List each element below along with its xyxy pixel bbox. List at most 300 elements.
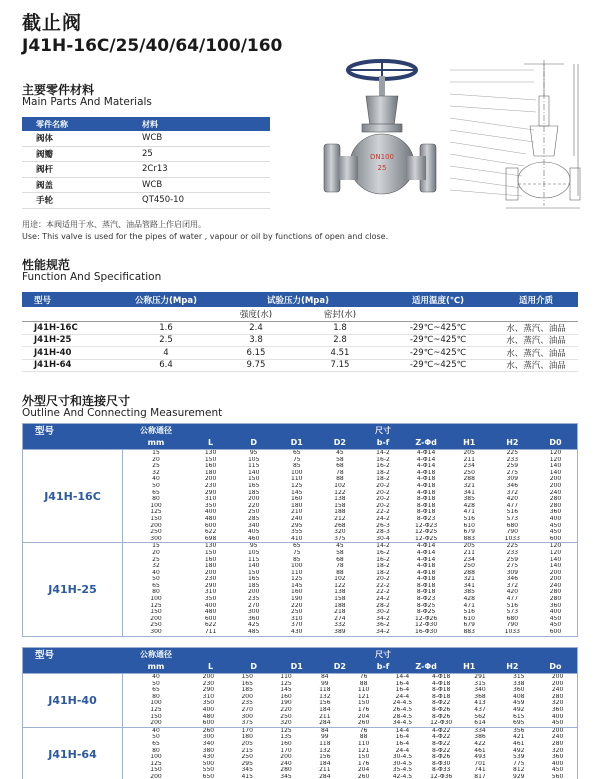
dim-cell: 18-2 <box>376 563 390 570</box>
dim-cell: 200 <box>549 569 562 576</box>
dim-row <box>123 728 577 735</box>
dim-group-rows <box>123 674 577 727</box>
function-cell-medium: 水、蒸汽、油品 <box>506 323 566 334</box>
dim-cell: 8-Φ26 <box>432 754 451 761</box>
dim-cell: 8-Φ26 <box>432 713 451 720</box>
dim-cell: 284 <box>319 773 331 779</box>
dim-cell: 230 <box>204 576 217 583</box>
dim-cell: 200 <box>247 589 260 596</box>
dim-row <box>123 707 577 714</box>
dim-cell: 170 <box>280 747 292 754</box>
dim-cell: 125 <box>280 727 292 734</box>
dim-cell: 437 <box>474 706 486 713</box>
dim-cell: 160 <box>204 556 217 563</box>
dim-cell: 36-2 <box>376 622 390 629</box>
dim-cell: 105 <box>247 549 260 556</box>
dim-cell: 160 <box>280 693 292 700</box>
dim-cell: 58 <box>336 549 344 556</box>
dim-cell: 492 <box>513 747 525 754</box>
dim-cell-dn: 125 <box>150 706 162 713</box>
dim-row <box>123 687 577 694</box>
dim-cell: 320 <box>334 529 346 536</box>
dim-cell: 4-Φ18 <box>416 563 436 570</box>
dim-cell: 45 <box>336 450 344 456</box>
dim-row <box>123 774 577 779</box>
dim-cell: 428 <box>463 596 475 603</box>
dim-cell: 459 <box>513 700 525 707</box>
dim-cell: 200 <box>204 569 217 576</box>
dim-cell: 78 <box>336 469 344 476</box>
dim-row <box>123 741 577 748</box>
dim-cell: 18-2 <box>376 476 390 483</box>
dim-cell: 493 <box>474 754 486 761</box>
dim-row <box>123 457 577 464</box>
dim-cell: 8-Φ18 <box>416 496 436 503</box>
dim-cell: 375 <box>334 535 346 542</box>
dim-cell: 140 <box>549 463 562 470</box>
usage-cn: 用途：本阀适用于水、蒸汽、油品管路上作启闭用。 <box>22 220 206 229</box>
dim-cell: 385 <box>463 496 475 503</box>
dim-cell: 405 <box>247 529 260 536</box>
parts-row <box>22 178 270 194</box>
dim-cell: 345 <box>241 767 253 774</box>
dim2-col-dn: 公称通径 <box>140 649 172 659</box>
dim-cell: 428 <box>463 502 475 509</box>
dim-cell: 204 <box>357 767 370 774</box>
dim-cell: 45 <box>336 543 344 550</box>
dim-cell: 16-4 <box>395 740 410 747</box>
dim2-dn-unit: mm <box>147 662 165 671</box>
dim-cell: 99 <box>320 734 329 741</box>
dim-cell: 775 <box>513 760 525 767</box>
dim-cell: 500 <box>202 760 215 767</box>
dim-cell: 321 <box>463 482 475 489</box>
dim-cell: 234 <box>463 463 475 470</box>
dim-cell: 165 <box>247 482 260 489</box>
dim-cell: 350 <box>204 502 217 509</box>
dim-row <box>123 550 577 557</box>
dim-cell-dn: 50 <box>152 680 160 687</box>
dim-cell-dn: 150 <box>150 713 162 720</box>
dim-cell: 140 <box>247 563 260 570</box>
dim-cell: 400 <box>204 602 217 609</box>
dim-row <box>123 543 577 550</box>
function-cell-nominal-pressure: 4 <box>163 347 169 358</box>
dim-cell-dn: 65 <box>152 489 160 496</box>
dim-cell: 280 <box>551 693 564 700</box>
dim-cell: 340 <box>247 522 260 529</box>
dim-cell: 280 <box>549 496 562 503</box>
dim-header-1: D <box>250 438 257 447</box>
dim-cell: 110 <box>280 674 292 680</box>
dim-cell: 240 <box>280 760 292 767</box>
dim-cell: 75 <box>292 456 301 463</box>
part-name: 阀杆 <box>36 165 54 176</box>
dim-cell: 450 <box>549 615 562 622</box>
dim-cell: 28-4.5 <box>392 713 413 720</box>
dim-cell: 350 <box>202 700 215 707</box>
dim-cell: 16-2 <box>376 463 390 470</box>
dim-cell: 250 <box>291 609 303 616</box>
function-table <box>22 292 578 372</box>
function-cell-nominal-pressure: 1.6 <box>159 322 173 333</box>
dim-cell: 320 <box>280 720 292 727</box>
dim-header-4: b-f <box>376 662 390 671</box>
dim-cell: 480 <box>204 515 217 522</box>
dim-cell: 121 <box>357 693 370 700</box>
valve-pn-mark: 25 <box>377 164 387 172</box>
dim-cell: 180 <box>291 502 303 509</box>
dim-cell: 30-2 <box>376 609 390 616</box>
dim-cell: 16-4 <box>395 687 410 694</box>
dim-cell: 180 <box>204 469 217 476</box>
dim-cell: 615 <box>513 713 525 720</box>
dim-cell: 315 <box>474 680 486 687</box>
dim-cell: 65 <box>292 543 301 550</box>
dim-cell: 24-4 <box>395 693 410 700</box>
dim-cell: 200 <box>204 476 217 483</box>
dim-cell: 130 <box>204 450 217 456</box>
dim-cell-dn: 50 <box>152 576 160 583</box>
dim-cell: 4-Φ18 <box>416 569 436 576</box>
dim-cell: 110 <box>357 687 370 694</box>
dim-cell: 184 <box>319 760 331 767</box>
dim-cell: 492 <box>513 706 525 713</box>
dim-cell: 16-4 <box>395 680 410 687</box>
dim-cell: 260 <box>357 720 370 727</box>
dim-row <box>123 496 577 503</box>
dim-cell-dn: 15 <box>152 543 160 550</box>
dim-cell: 8-Φ23 <box>416 515 436 522</box>
dim-cell: 200 <box>551 680 564 687</box>
function-cell-temperature: -29℃~425℃ <box>409 322 467 333</box>
dim-cell: 220 <box>280 706 292 713</box>
dim-row <box>123 622 577 629</box>
dim-cell: 410 <box>291 535 303 542</box>
dim-cell: 200 <box>549 576 562 583</box>
dim-row <box>123 714 577 721</box>
page-title: 截止阀 <box>22 12 83 34</box>
dim-cell: 235 <box>241 700 253 707</box>
dim-cell: 200 <box>551 727 564 734</box>
dim-cell: 400 <box>549 609 562 616</box>
dim-cell: 145 <box>280 687 292 694</box>
dim-cell: 118 <box>319 740 331 747</box>
dim-cell: 22-2 <box>376 582 390 589</box>
function-cell-nominal-pressure: 6.4 <box>159 360 173 371</box>
dim-cell: 386 <box>474 734 486 741</box>
dim-cell: 408 <box>513 693 525 700</box>
dim-cell: 120 <box>549 456 562 463</box>
dim-cell: 165 <box>241 680 253 687</box>
dim-cell: 34-4.5 <box>392 720 413 727</box>
dim-cell: 360 <box>551 754 564 761</box>
dim-cell: 34-2 <box>376 615 390 622</box>
dim-cell: 614 <box>474 720 486 727</box>
parts-col-name: 零件名称 <box>36 119 68 129</box>
dim-cell: 1033 <box>504 629 520 636</box>
dim-cell: 30-4 <box>376 535 390 542</box>
dim-cell: 211 <box>463 549 475 556</box>
dim-group-model: J41H-64 <box>23 728 123 779</box>
dim-group-rows <box>123 728 577 779</box>
dim-cell: 321 <box>463 576 475 583</box>
dim-cell: 102 <box>334 576 346 583</box>
dim-cell: 295 <box>241 760 253 767</box>
dim-cell: 309 <box>506 476 519 483</box>
dim-cell: 8-Φ18 <box>416 509 436 516</box>
dim-cell: 450 <box>549 522 562 529</box>
dim-row <box>123 463 577 470</box>
parts-table-header <box>22 117 270 131</box>
dim-cell: 14-4 <box>395 674 410 680</box>
function-subheader <box>22 307 578 322</box>
dim-cell: 95 <box>249 543 258 550</box>
function-cell-model: J41H-25 <box>34 335 72 346</box>
function-row <box>22 347 578 360</box>
part-name: 阀瓣 <box>36 149 54 160</box>
dim-cell: 450 <box>549 622 562 629</box>
dim-cell: 280 <box>551 740 564 747</box>
function-cell-strength-pressure: 6.15 <box>246 347 266 358</box>
dim-group <box>23 542 577 635</box>
dim-cell-dn: 50 <box>152 734 160 741</box>
dim-cell: 184 <box>319 706 331 713</box>
function-cell-strength-pressure: 2.4 <box>249 322 263 333</box>
dim-cell-dn: 65 <box>152 582 160 589</box>
dim-cell: 185 <box>247 582 260 589</box>
outline-heading-en: Outline And Connecting Measurement <box>22 407 223 419</box>
dim-cell: 205 <box>241 740 253 747</box>
dim-cell: 310 <box>202 693 215 700</box>
dim-row <box>123 557 577 564</box>
dim-cell: 812 <box>513 767 525 774</box>
dim-cell: 20-2 <box>376 482 390 489</box>
dim-cell: 270 <box>241 706 253 713</box>
dim-cell: 560 <box>551 773 564 779</box>
dim-cell: 12-Φ30 <box>415 622 438 629</box>
dim-cell: 200 <box>549 476 562 483</box>
dim-row <box>123 700 577 707</box>
dim-cell: 165 <box>247 576 260 583</box>
dim-group-model: J41H-25 <box>23 543 123 635</box>
dim-row <box>123 609 577 616</box>
dim-cell-dn: 100 <box>150 502 162 509</box>
function-cell-medium: 水、蒸汽、油品 <box>506 348 566 359</box>
parts-row <box>22 162 270 178</box>
dim-cell: 334 <box>474 727 486 734</box>
dim-cell: 233 <box>506 456 519 463</box>
dim-cell: 471 <box>463 509 475 516</box>
dim-cell: 100 <box>291 563 303 570</box>
dim-cell: 20-2 <box>376 496 390 503</box>
dim-cell: 259 <box>506 463 519 470</box>
dim-cell: 233 <box>506 549 519 556</box>
dim-cell-dn: 40 <box>152 727 160 734</box>
part-name: 手轮 <box>36 196 54 207</box>
parts-col-material: 材料 <box>142 119 158 129</box>
dim1-col-dims: 尺寸 <box>375 425 391 435</box>
dim-cell: 110 <box>291 476 303 483</box>
dim-cell-dn: 100 <box>150 596 162 603</box>
technical-drawing <box>446 56 582 216</box>
dim-cell: 285 <box>247 515 260 522</box>
dim-cell-dn: 125 <box>150 509 162 516</box>
dim-row <box>123 529 577 536</box>
dim-cell: 185 <box>247 489 260 496</box>
dim-cell: 99 <box>320 680 329 687</box>
dim-cell: 250 <box>463 563 475 570</box>
dim-cell: 600 <box>204 522 217 529</box>
dim-cell: 88 <box>359 734 368 741</box>
dim-cell: 741 <box>474 767 486 774</box>
dim-cell: 225 <box>506 450 519 456</box>
dim-row <box>123 523 577 530</box>
dim-row <box>123 629 577 636</box>
dim-cell: 332 <box>334 622 346 629</box>
dim-cell: 650 <box>202 773 215 779</box>
dim-cell-dn: 150 <box>150 609 162 616</box>
dim-cell: 110 <box>291 569 303 576</box>
dim-cell: 562 <box>474 713 486 720</box>
dim-cell: 8-Φ22 <box>432 700 451 707</box>
dim-cell: 260 <box>357 773 370 779</box>
dim-header-2: D1 <box>290 438 303 447</box>
dim-cell: 610 <box>463 522 475 529</box>
dim-cell: 320 <box>551 700 564 707</box>
dim-cell: 679 <box>463 529 475 536</box>
dim-cell-dn: 200 <box>150 773 162 779</box>
dim-cell: 150 <box>241 674 253 680</box>
part-material: 25 <box>142 148 153 159</box>
dim-cell: 240 <box>549 582 562 589</box>
dim-cell: 95 <box>249 450 258 456</box>
dim-cell: 20-2 <box>376 502 390 509</box>
dim-cell: 24-4.5 <box>392 700 413 707</box>
dim-cell: 188 <box>334 602 346 609</box>
parts-row <box>22 131 270 147</box>
dim-cell: 76 <box>359 727 368 734</box>
dim-cell: 275 <box>506 469 519 476</box>
function-table-header <box>22 292 578 307</box>
dim-cell: 122 <box>334 489 346 496</box>
dim-cell: 422 <box>474 740 486 747</box>
dim-cell: 24-4 <box>395 747 410 754</box>
dim-cell: 204 <box>357 713 370 720</box>
dim-cell: 250 <box>247 509 260 516</box>
dim-group-model: J41H-40 <box>23 674 123 727</box>
dim-cell: 8-Φ22 <box>432 747 451 754</box>
dim-cell: 22-2 <box>376 509 390 516</box>
dim-row <box>123 570 577 577</box>
dim-cell: 200 <box>247 496 260 503</box>
dim-header-7: H2 <box>506 662 519 671</box>
function-cell-model: J41H-64 <box>34 360 72 371</box>
dim-cell: 140 <box>247 469 260 476</box>
dim-cell: 235 <box>247 596 260 603</box>
function-cell-temperature: -29℃~425℃ <box>409 335 467 346</box>
dim-cell: 218 <box>334 609 346 616</box>
dim-cell: 30-4.5 <box>392 760 413 767</box>
dim-cell: 480 <box>204 609 217 616</box>
dim-cell: 205 <box>463 543 475 550</box>
dim-cell: 75 <box>292 549 301 556</box>
dim-cell: 883 <box>463 629 475 636</box>
dim-cell: 320 <box>551 747 564 754</box>
dim-cell: 4-Φ22 <box>432 727 451 734</box>
dim-cell: 400 <box>551 713 564 720</box>
dim-cell: 205 <box>463 450 475 456</box>
dim-cell: 102 <box>334 482 346 489</box>
dim-cell: 121 <box>357 747 370 754</box>
dim-cell: 4-Φ14 <box>416 549 436 556</box>
dim-cell: 413 <box>474 700 486 707</box>
function-cell-model: J41H-16C <box>34 322 78 333</box>
dim-cell: 12-Φ36 <box>430 773 453 779</box>
dim-cell: 200 <box>551 674 564 680</box>
dim-cell: 132 <box>319 693 331 700</box>
dim-cell: 4-Φ14 <box>416 450 436 456</box>
dim-cell: 30-4.5 <box>392 754 413 761</box>
function-cell-seal-pressure: 2.8 <box>333 335 347 346</box>
dim-cell: 8-Φ18 <box>416 589 436 596</box>
dim-cell: 610 <box>463 615 475 622</box>
dim-group <box>23 673 577 727</box>
dim-row <box>123 536 577 543</box>
dim-cell: 16-2 <box>376 456 390 463</box>
dim-cell: 16-2 <box>376 549 390 556</box>
dim-cell: 600 <box>549 535 562 542</box>
dim-cell: 400 <box>204 509 217 516</box>
dim-cell: 270 <box>247 602 260 609</box>
dim-cell: 600 <box>549 629 562 636</box>
dim-cell: 4-Φ14 <box>416 556 436 563</box>
dim-row <box>123 694 577 701</box>
dim-cell: 160 <box>291 589 303 596</box>
dim-cell: 150 <box>204 456 217 463</box>
dim-cell: 211 <box>463 456 475 463</box>
dim-cell-dn: 300 <box>150 535 162 542</box>
dim-cell: 156 <box>319 700 331 707</box>
dim-header-3: D2 <box>333 662 346 671</box>
dim-cell: 14-2 <box>376 450 390 456</box>
dim-header-5: Z-Φd <box>415 662 437 671</box>
dim-cell: 284 <box>319 720 331 727</box>
dim-cell: 158 <box>334 596 346 603</box>
function-cell-nominal-pressure: 2.5 <box>159 335 173 346</box>
dim-cell: 78 <box>336 563 344 570</box>
dim-cell: 8-Φ22 <box>432 740 451 747</box>
dim-cell: 68 <box>336 556 344 563</box>
dim-cell: 122 <box>334 582 346 589</box>
dim-cell: 8-Φ26 <box>432 706 451 713</box>
dim-row <box>123 681 577 688</box>
dim-cell: 211 <box>319 767 331 774</box>
dim-cell: 150 <box>357 700 370 707</box>
dim-cell: 360 <box>551 706 564 713</box>
dim-cell: 16-2 <box>376 556 390 563</box>
dim-cell-dn: 65 <box>152 740 160 747</box>
dim-cell: 240 <box>549 489 562 496</box>
dim-cell: 240 <box>291 515 303 522</box>
dim-cell: 118 <box>319 687 331 694</box>
dim-cell: 516 <box>463 515 475 522</box>
dim-cell: 477 <box>506 502 519 509</box>
dim-cell: 280 <box>549 589 562 596</box>
dim-cell-dn: 200 <box>150 522 162 529</box>
model-title: J41H-16C/25/40/64/100/160 <box>22 36 283 56</box>
function-cell-seal-pressure: 1.8 <box>333 322 347 333</box>
